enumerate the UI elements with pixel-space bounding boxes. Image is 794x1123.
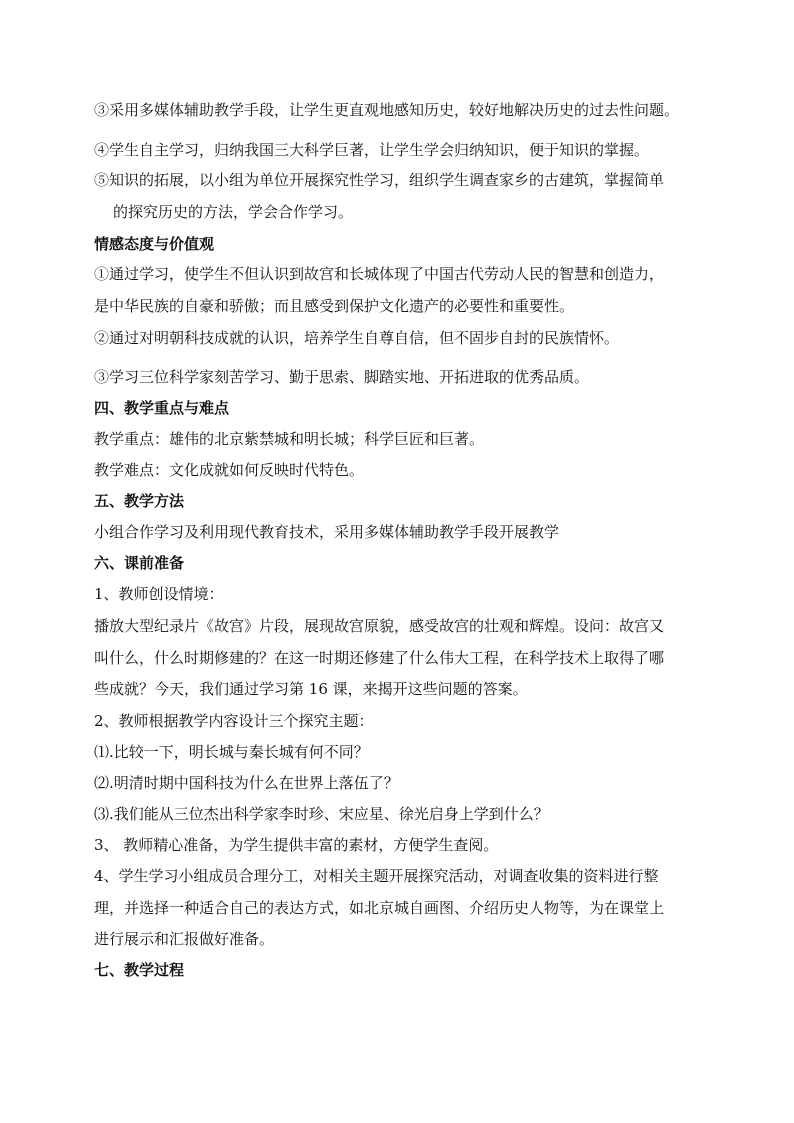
emotion-1-line-2: 是中华民族的自豪和骄傲；而且感受到保护文化遗产的必要性和重要性。: [94, 297, 575, 315]
topic-1: ⑴.比较一下，明长城与秦长城有何不同？: [94, 743, 369, 761]
topic-2: ⑵.明清时期中国科技为什么在世界上落伍了？: [94, 774, 399, 792]
objective-5-line-1: ⑤知识的拓展，以小组为单位开展探究性学习，组织学生调查家乡的古建筑，掌握简单: [94, 171, 665, 189]
topic-3: ⑶.我们能从三位杰出科学家李时珍、宋应星、徐光启身上学到什么？: [94, 805, 549, 823]
emotion-1-line-1: ①通过学习，使学生不但认识到故宫和长城体现了中国古代劳动人民的智慧和创造力，: [94, 265, 665, 283]
section-7-heading: 七、教学过程: [94, 961, 185, 979]
prep-4-line-2: 理，并选择一种适合自己的表达方式，如北京城自画图、介绍历史人物等，为在课堂上: [94, 899, 665, 917]
prep-1-line-2: 叫什么，什么时期修建的？在这一时期还修建了什么伟大工程，在科学技术上取得了哪: [94, 649, 665, 667]
prep-1-title: 1、教师创设情境：: [94, 585, 224, 603]
key-points: 教学重点：雄伟的北京紫禁城和明长城；科学巨匠和巨著。: [94, 430, 485, 448]
teaching-method: 小组合作学习及利用现代教育技术，采用多媒体辅助教学手段开展教学: [94, 523, 560, 541]
difficulty: 教学难点：文化成就如何反映时代特色。: [94, 461, 365, 479]
emotion-2: ②通过对明朝科技成就的认识，培养学生自尊自信，但不固步自封的民族情怀。: [94, 329, 620, 347]
prep-1-line-1: 播放大型纪录片《故宫》片段，展现故宫原貌，感受故宫的壮观和辉煌。设问：故宫又: [94, 617, 665, 635]
prep-4-line-3: 进行展示和汇报做好准备。: [94, 930, 275, 948]
section-6-heading: 六、课前准备: [94, 554, 185, 572]
objective-4: ④学生自主学习，归纳我国三大科学巨著，让学生学会归纳知识，便于知识的掌握。: [94, 141, 650, 159]
emotion-heading: 情感态度与价值观: [94, 235, 215, 253]
objective-5-line-2: 的探究历史的方法，学会合作学习。: [113, 203, 354, 221]
prep-4-line-1: 4、学生学习小组成员合理分工，对相关主题开展探究活动，对调查收集的资料进行整: [94, 867, 659, 885]
emotion-3: ③学习三位科学家刻苦学习、勤于思索、脚踏实地、开拓进取的优秀品质。: [94, 368, 590, 386]
objective-3: ③采用多媒体辅助教学手段，让学生更直观地感知历史，较好地解决历史的过去性问题。: [94, 101, 680, 119]
prep-3: 3、 教师精心准备，为学生提供丰富的素材，方便学生查阅。: [94, 836, 499, 854]
section-4-heading: 四、教学重点与难点: [94, 399, 230, 417]
section-5-heading: 五、教学方法: [94, 492, 185, 510]
prep-1-line-3: 些成就？今天，我们通过学习第 16 课，来揭开这些问题的答案。: [94, 680, 528, 698]
prep-2-title: 2、教师根据教学内容设计三个探究主题：: [94, 712, 374, 730]
